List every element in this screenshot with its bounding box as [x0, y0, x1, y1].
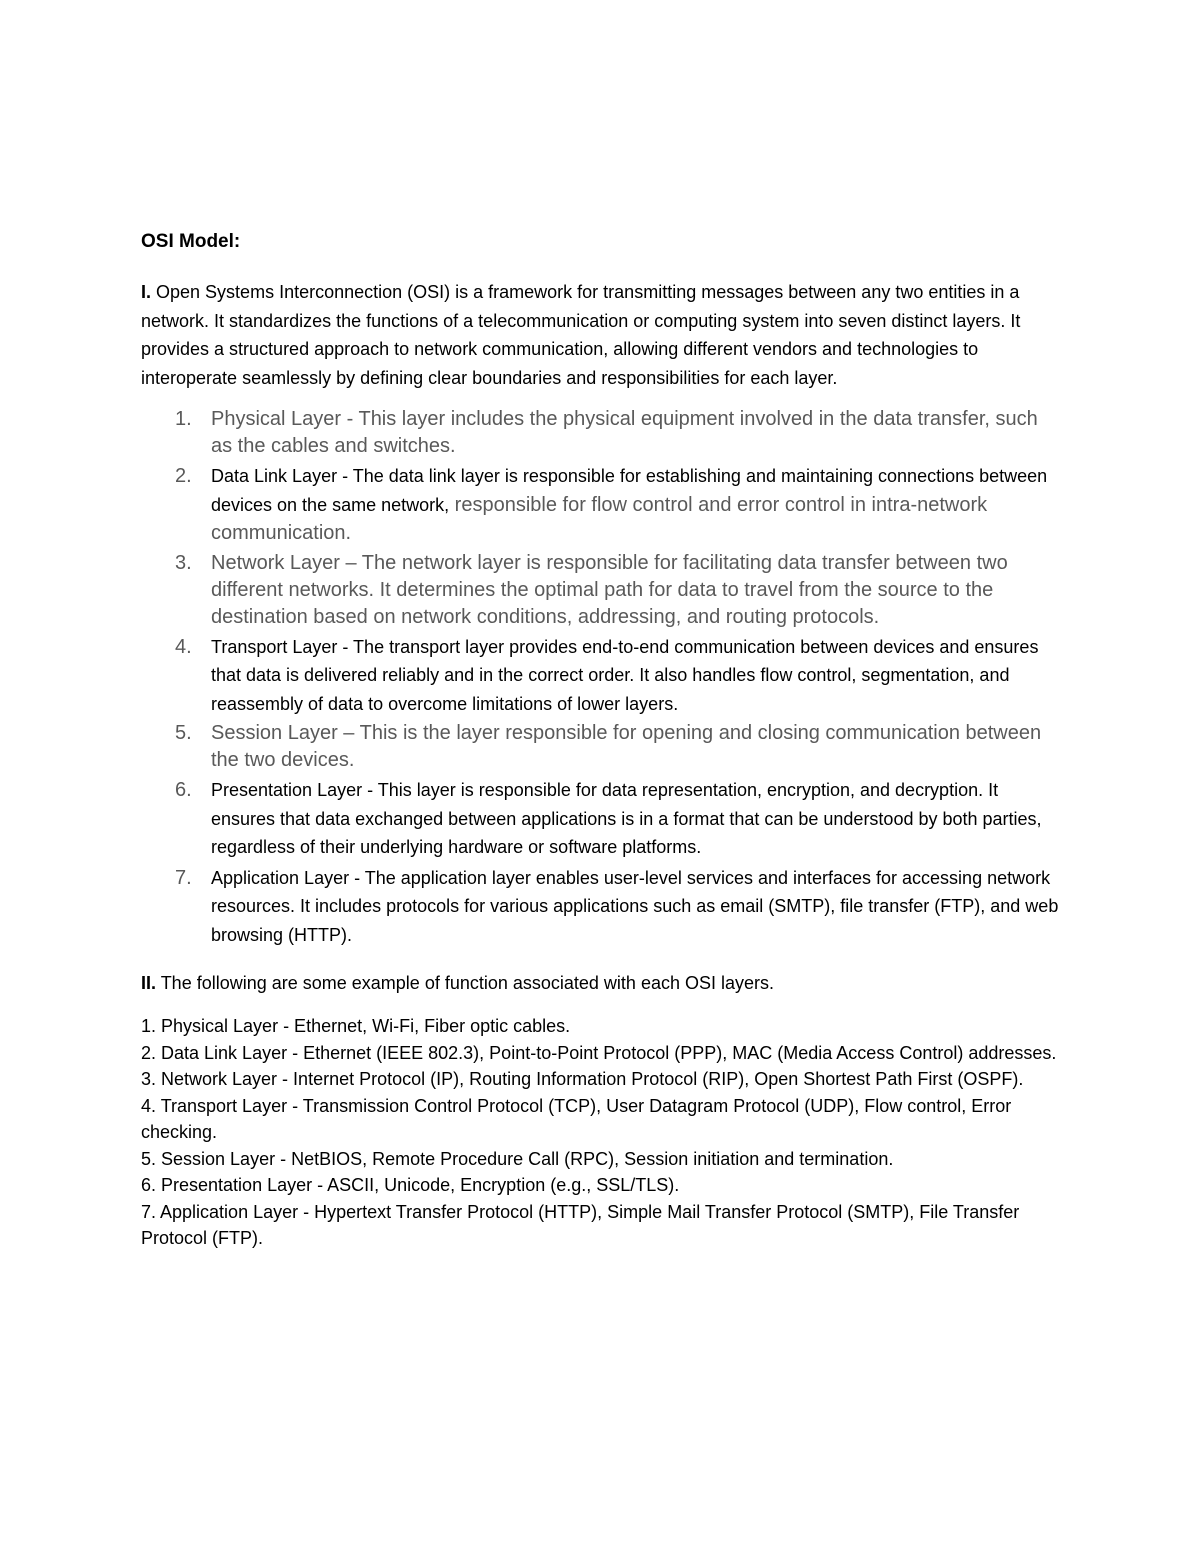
layer-item-data-link: [141, 462, 1061, 548]
example-item: 2. Data Link Layer - Ethernet (IEEE 802.3), Point-to-Point Protocol (PPP), MAC (Media Access Control) addresses.: [141, 1042, 1057, 1063]
layer-number: 1.: [175, 408, 192, 430]
layer-number: 7.: [175, 866, 192, 889]
document-title: OSI Model:: [141, 231, 241, 252]
layer-item-physical: [141, 406, 1061, 460]
layer-text: [211, 462, 1061, 548]
section-two-text: The following are some example of function associated with each OSI layers.: [156, 973, 775, 993]
layer-text: Transport Layer - The transport layer provides end-to-end communication between devices and ensures that data is delivered reliably and in the correct order. It also handles flow control, segmentation, and reassembly of data to overcome limitations of lower layers.: [211, 636, 1039, 714]
osi-layer-list: [141, 406, 1061, 949]
example-item: 5. Session Layer - NetBIOS, Remote Procedure Call (RPC), Session initiation and termination.: [141, 1148, 894, 1169]
layer-text: Application Layer - The application layer enables user-level services and interfaces for accessing network resources. It includes protocols for various applications such as email (SMTP), file transfer (FTP), and web browsing (HTTP).: [211, 867, 1059, 945]
layer-item-transport: [141, 633, 1061, 719]
layer-number: 4.: [175, 635, 192, 658]
section-two-marker: II.: [141, 973, 157, 993]
example-item: 6. Presentation Layer - ASCII, Unicode, Encryption (e.g., SSL/TLS).: [141, 1175, 680, 1195]
layer-text: Session Layer – This is the layer responsible for opening and closing communication between the two devices.: [211, 722, 1042, 771]
section-two-heading: [141, 969, 1061, 997]
example-item: 4. Transport Layer - Transmission Control Protocol (TCP), User Datagram Protocol (UDP), Flow control, Error checking.: [141, 1095, 1012, 1142]
document-body: [141, 228, 1061, 1252]
example-item: 3. Network Layer - Internet Protocol (IP), Routing Information Protocol (RIP), Open Shortest Path First (OSPF).: [141, 1069, 1024, 1089]
intro-text: Open Systems Interconnection (OSI) is a framework for transmitting messages between any two entities in a network. It standardizes the functions of a telecommunication or computing system into seven distinct layers. It provides a structured approach to network communication, allowing different vendors and technologies to interoperate seamlessly by defining clear boundaries and responsibilities for each layer.: [141, 282, 1021, 388]
examples-list: [141, 1013, 1061, 1252]
example-item: 7. Application Layer - Hypertext Transfer Protocol (HTTP), Simple Mail Transfer Protocol (SMTP), File Transfer Protocol (FTP).: [141, 1201, 1020, 1248]
layer-item-network: [141, 550, 1061, 631]
layer-number: 6.: [175, 779, 192, 801]
layer-text-extra: responsible for flow control and error control in intra-network communication.: [211, 493, 988, 544]
layer-text: Network Layer – The network layer is responsible for facilitating data transfer between two different networks. It determines the optimal path for data to travel from the source to the destination based on network conditions, addressing, and routing protocols.: [211, 551, 1008, 628]
layer-text-main: Data Link Layer - The data link layer is responsible for establishing and maintaining connections between devices on the same network,: [211, 466, 1048, 515]
layer-text: Physical Layer - This layer includes the physical equipment involved in the data transfer, such as the cables and switches.: [211, 408, 1038, 457]
layer-number: 5.: [175, 722, 192, 744]
layer-item-presentation: [141, 776, 1061, 862]
example-item: 1. Physical Layer - Ethernet, Wi-Fi, Fiber optic cables.: [141, 1016, 571, 1036]
layer-number: 2.: [175, 465, 192, 487]
layer-text: Presentation Layer - This layer is responsible for data representation, encryption, and decryption. It ensures that data exchanged between applications is in a format that can be understood by both parties, regardless of their underlying hardware or software platforms.: [211, 780, 1042, 857]
layer-item-application: [141, 864, 1061, 950]
intro-marker: I.: [141, 282, 152, 302]
intro-paragraph: [141, 278, 1061, 392]
layer-item-session: [141, 720, 1061, 774]
layer-number: 3.: [175, 551, 192, 574]
